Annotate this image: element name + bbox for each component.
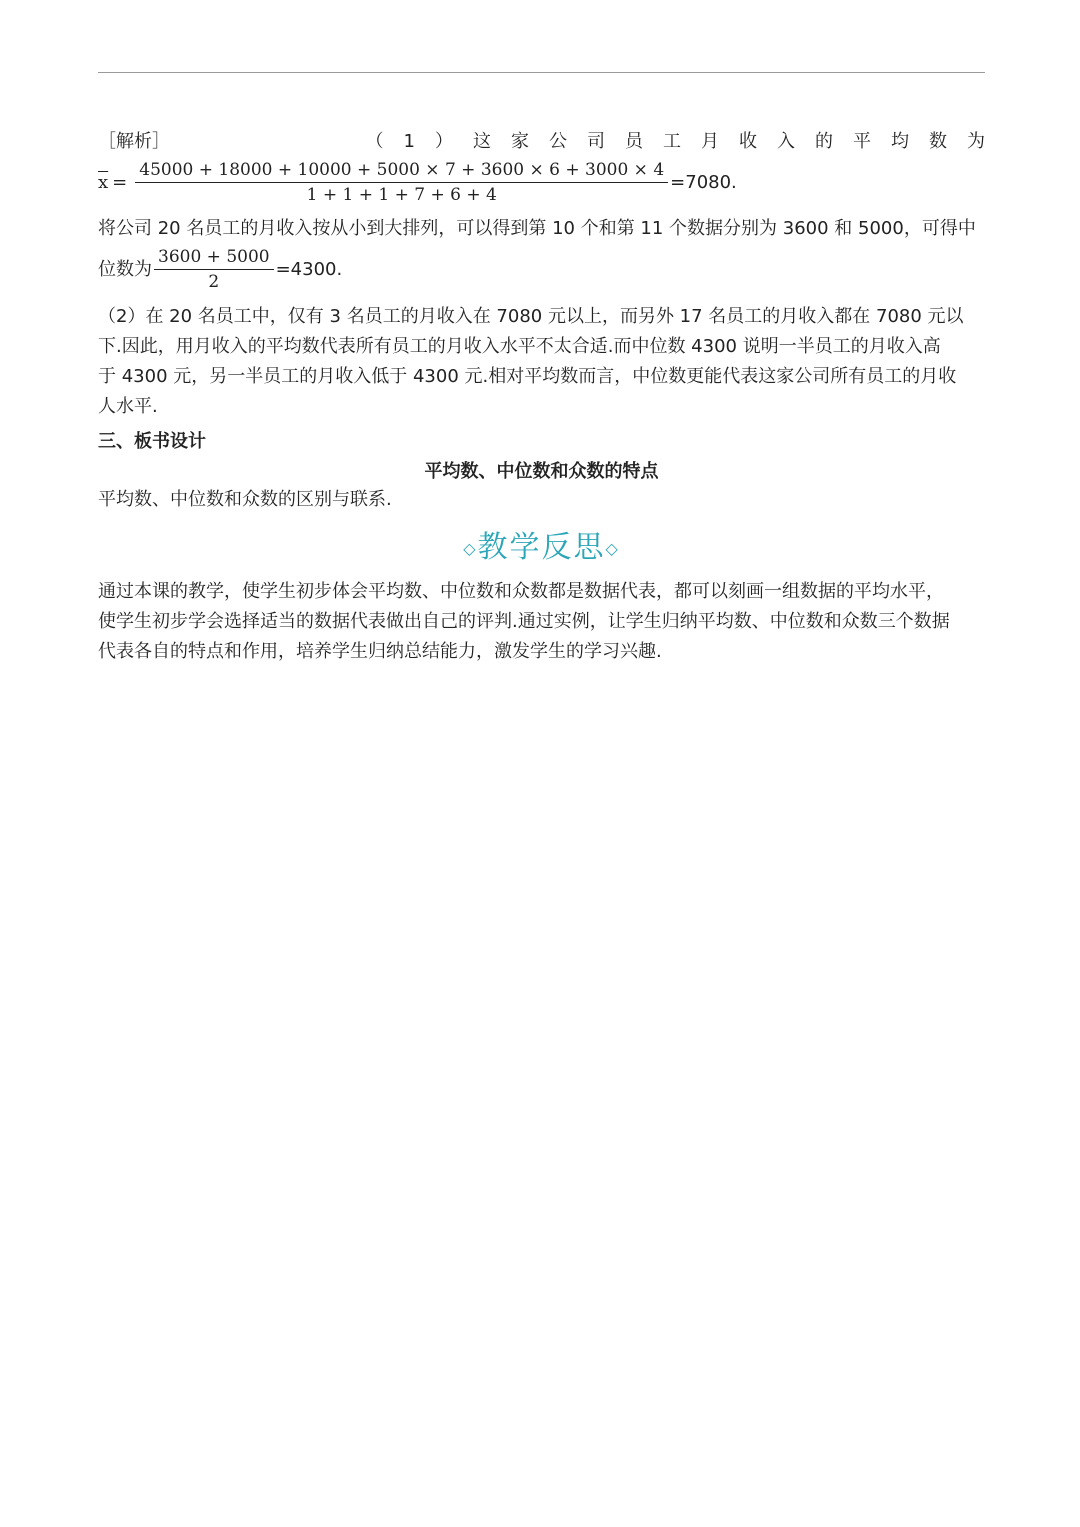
- diamond-icon: ◇: [605, 539, 620, 558]
- board-text: 平均数、中位数和众数的区别与联系.: [98, 489, 392, 510]
- median-numerator: 3600 + 5000: [158, 247, 270, 267]
- board-heading: 三、板书设计: [98, 431, 206, 452]
- mean-numerator: 45000 + 18000 + 10000 + 5000 × 7 + 3600 × 6 + 3000 × 4: [139, 160, 665, 180]
- part2-line: 于 4300 元，另一半员工的月收入低于 4300 元.相对平均数而言，中位数更能代表这家公司所有员工的月收: [98, 366, 957, 387]
- mean-fraction: [135, 158, 668, 207]
- part2-line: 人水平.: [98, 396, 158, 417]
- reflection-line: 通过本课的教学，使学生初步体会平均数、中位数和众数都是数据代表，都可以刻画一组数据的平均水平，: [98, 581, 944, 602]
- median-denominator: 2: [208, 272, 220, 292]
- median-formula: [98, 245, 985, 294]
- document-content: [98, 128, 1005, 667]
- analysis-part1-prefix: （1）这家公司员工月收入的平均数为: [365, 131, 1005, 152]
- mean-result: =7080.: [670, 171, 737, 193]
- part2-line: （2）在 20 名员工中，仅有 3 名员工的月收入在 7080 元以上，而另外 17 名员工的月收入都在 7080 元以: [98, 306, 964, 327]
- board-title: 平均数、中位数和众数的特点: [424, 461, 659, 482]
- reflection-paragraph: [98, 577, 985, 667]
- part2-line: 下.因此，用月收入的平均数代表所有员工的月收入水平不太合适.而中位数 4300 说明一半员工的月收入高: [98, 336, 941, 357]
- reflection-title: [98, 528, 985, 569]
- reflection-title-text: 教学反思: [477, 530, 606, 565]
- median-result: =4300.: [275, 258, 343, 280]
- analysis-intro-line: [98, 128, 1005, 156]
- analysis-label: ［解析］: [98, 131, 170, 152]
- part2-paragraph: [98, 302, 985, 422]
- median-prefix: 位数为: [98, 258, 152, 280]
- reflection-line: 使学生初步学会选择适当的数据代表做出自己的评判.通过实例，让学生归纳平均数、中位数和众数三个数据: [98, 611, 950, 632]
- mean-denominator: 1 + 1 + 1 + 7 + 6 + 4: [306, 185, 497, 205]
- mean-equals: =: [112, 171, 128, 193]
- median-fraction: [154, 245, 274, 294]
- header-rule: [98, 72, 985, 73]
- diamond-icon: ◇: [463, 539, 478, 558]
- mean-formula: [98, 158, 985, 207]
- reflection-line: 代表各自的特点和作用，培养学生归纳总结能力，激发学生的学习兴趣.: [98, 641, 662, 662]
- mean-symbol: $\overline{x}$: [98, 171, 109, 193]
- median-text-line: 将公司 20 名员工的月收入按从小到大排列，可以得到第 10 个和第 11 个数据分别为 3600 和 5000，可得中: [98, 218, 976, 239]
